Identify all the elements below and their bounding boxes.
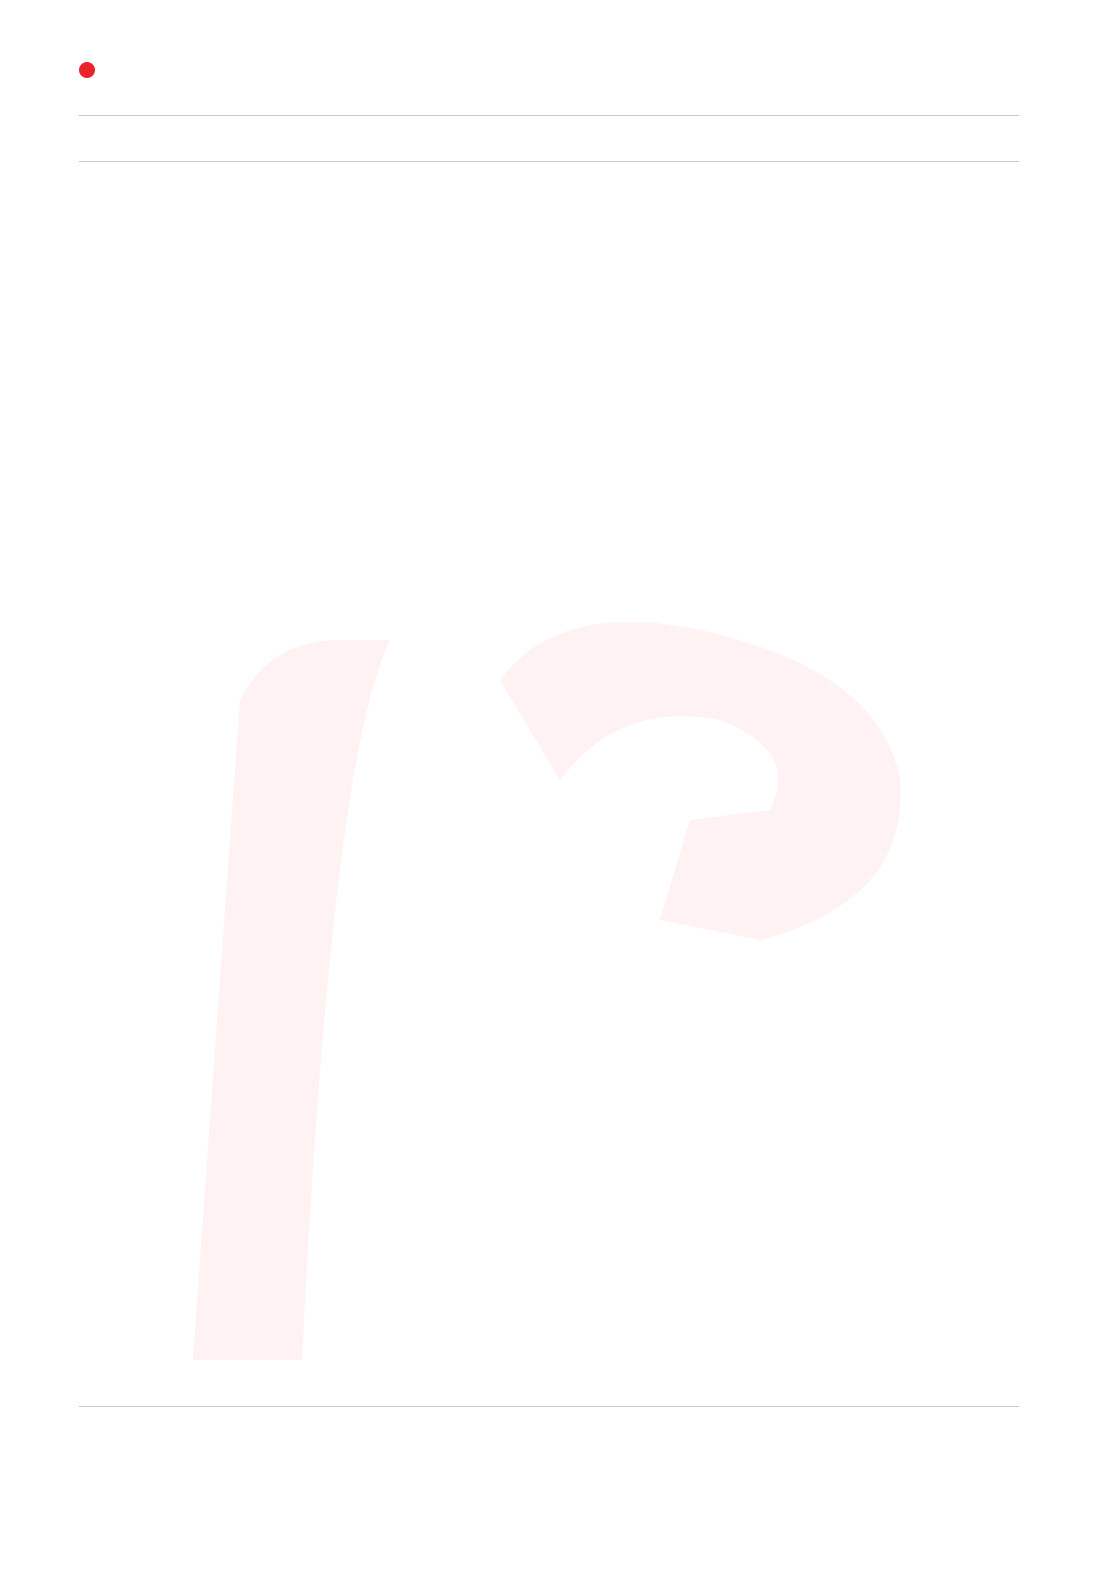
watermark-logo	[190, 622, 901, 1360]
bar-chart	[0, 480, 1110, 1360]
footer-note	[79, 1422, 1029, 1444]
title-row	[79, 62, 113, 78]
divider-bottom	[79, 161, 1019, 162]
footer-divider	[79, 1406, 1019, 1407]
divider-top	[79, 115, 1019, 116]
bullet-dot-icon	[79, 62, 95, 78]
